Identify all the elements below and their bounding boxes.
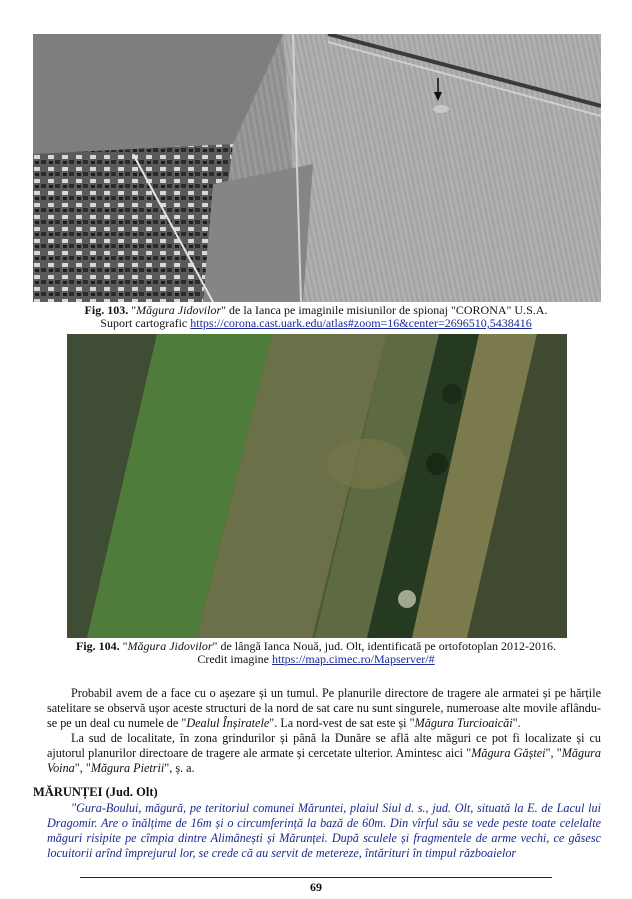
- fig104-title: Măgura Jidovilor: [127, 639, 213, 653]
- paragraph-1-text-a: Probabil avem de a face cu o așezare și un tumul. Pe planurile directore de tragere ale armatei și pe hărțile satelitare se observă ușor aceste structuri de la nord de sat care nu sunt singurele, numeroase alte movile aflându-se pe un deal cu numele de ": [47, 686, 601, 730]
- fig103-photo-graphic: [33, 34, 601, 302]
- fig104-photo-graphic: [67, 334, 567, 638]
- fig103-label: Fig. 103.: [84, 303, 129, 317]
- paragraph-2-place-gastei: Măgura Găștei: [471, 746, 546, 760]
- fig103-caption: Fig. 103. "Măgura Jidovilor" de la Ianca pe imaginile misiunilor de spionaj "CORONA" U.S.A. Suport cartografic https://corona.cast.uark.edu/atlas#zoom=16&center=2696510,5438416: [84, 303, 548, 330]
- fig103-title: Măgura Jidovilor: [136, 303, 222, 317]
- fig103-caption-text: de la Ianca pe imaginile misiunilor de spionaj "CORONA" U.S.A.: [226, 303, 548, 317]
- section-heading: MĂRUNȚEI (Jud. Olt): [33, 785, 158, 799]
- fig103-aerial-photo: [33, 34, 601, 302]
- section-quote: "Gura-Boului, măgură, pe teritoriul comunei Măruntei, plaiul Siul d. s., jud. Olt, situată la E. de Lacul lui Dragomir. Are o înălțime de 16m și o circumferință la bază de 60m. Din vîrful său se vede peste toate celelalte măguri risipite pe cîmpia dintre Alimănești și Mărunței. După sculele și fragmentele de arme vechi, ce găsesc locuitorii arînd împrejurul lor, se crede că au servit de metereze, întărituri în timpul războaielor: [47, 801, 601, 860]
- paragraph-2-text-c: ", ": [74, 761, 91, 775]
- fig104-caption: Fig. 104. "Măgura Jidovilor" de lângă Ianca Nouă, jud. Olt, identificată pe ortofotoplan 2012-2016. Credit imagine https://map.cimec.ro/Mapserver/#: [75, 639, 557, 666]
- footer-rule: [80, 877, 552, 878]
- paragraph-2-place-voina: Măgura Voina: [47, 746, 602, 775]
- fig104-label: Fig. 104.: [75, 639, 120, 653]
- fig104-source-link[interactable]: https://map.cimec.ro/Mapserver/#: [272, 652, 435, 666]
- fig104-source-label: Credit imagine: [197, 652, 273, 666]
- paragraph-2-text-a: La sud de localitate, în zona grindurilor și până la Dunăre se află alte măguri ce pot fi localizate și cu ajutorul planurilor directoare de tragere ale armate și cercetate ulterior. Amintesc aici ": [47, 731, 601, 760]
- paragraph-1-text-c: ".: [512, 716, 521, 730]
- paragraph-1-text-b: ". La nord-vest de sat este și ": [269, 716, 415, 730]
- fig103-source-link[interactable]: https://corona.cast.uark.edu/atlas#zoom=16&center=2696510,5438416: [190, 316, 532, 330]
- paragraph-2-place-pietrii: Măgura Pietrii: [90, 761, 165, 775]
- fig103-source-label: Suport cartografic: [100, 316, 191, 330]
- fig104-caption-text: de lângă Ianca Nouă, jud. Olt, identificată pe ortofotoplan 2012-2016.: [217, 639, 557, 653]
- fig104-ortho-photo: [67, 334, 567, 638]
- paragraph-1-place-turcioaica: Măgura Turcioaicăi: [414, 716, 513, 730]
- paragraph-1: [47, 686, 601, 731]
- page-number: 69: [310, 880, 322, 894]
- body-paragraphs: [47, 686, 601, 776]
- paragraph-1-place-dealul: Dealul Înșiratele: [186, 716, 270, 730]
- paragraph-2-text-d: ", ș. a.: [164, 761, 195, 775]
- paragraph-2-text-b: ", ": [545, 746, 562, 760]
- paragraph-2: [47, 731, 601, 776]
